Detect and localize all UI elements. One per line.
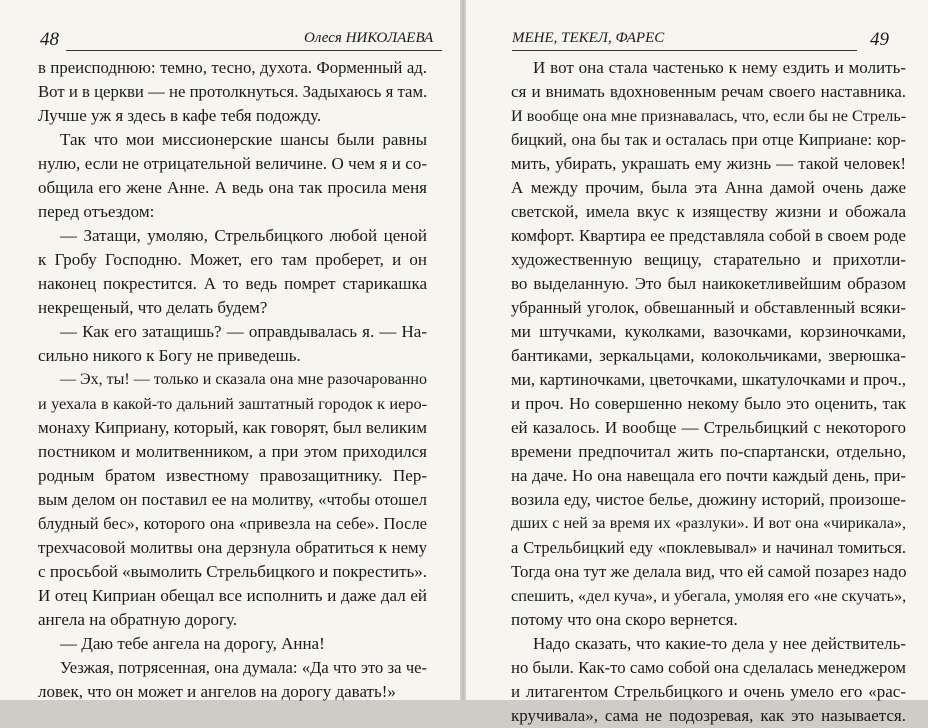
text-line: монаху Киприану, который, как говорят, был великим: [38, 418, 427, 437]
text-line: трехчасовой молитвы она дерзнула обратиться к нему: [38, 538, 427, 557]
right-page-text: [511, 56, 906, 728]
running-head-title: МЕНЕ, ТЕКЕЛ, ФАРЕС: [512, 30, 665, 46]
text-line: А между прочим, была эта Анна дамой очень даже: [511, 178, 906, 197]
text-line: кручивала», сама не подозревая, как это называется.: [511, 706, 906, 725]
text-line: дших с ней за время их «разлуки». И вот она «чирикала»,: [511, 515, 906, 532]
header-rule: [66, 50, 442, 51]
text-line: с просьбой «вымолить Стрельбицкого и покрестить».: [38, 562, 427, 581]
page-number: 48: [40, 29, 59, 50]
text-line: ловек, что он может и ангелов на дорогу давать!»: [38, 682, 396, 701]
left-page: [0, 0, 460, 700]
text-line: постником и молитвенником, а при этом приходился: [38, 442, 427, 461]
text-line: а Стрельбицкий еду «поклевывал» и начинал томиться.: [511, 538, 906, 557]
text-line: и уехала в какой-то дальний заштатный городок к иеро-: [38, 395, 427, 413]
text-line: комфорт. Квартира ее представляла собой в своем роде: [511, 226, 906, 245]
text-line: Надо сказать, что какие-то дела у нее действитель-: [533, 634, 906, 653]
text-line: общила его жене Анне. А ведь она так просила меня: [38, 178, 427, 197]
text-line: перед отъездом:: [38, 202, 155, 221]
text-line: потому что она скоро вернется.: [511, 610, 738, 629]
text-line: художественную вещицу, старательно и прихотли-: [511, 250, 906, 269]
text-line: ми штучками, куколками, вазочками, корзиночками,: [511, 322, 906, 341]
text-line: времени предпочитал жить по-спартански, отдельно,: [511, 442, 906, 461]
text-line: Лучше уж я здесь в кафе тебя подожду.: [38, 106, 322, 125]
text-line: Вот и в церкви — не протолкнуться. Задыхаюсь я там.: [38, 82, 428, 101]
text-line: в преисподнюю: темно, тесно, духота. Форменный ад.: [38, 58, 427, 77]
text-line: на даче. Но она навещала его почти каждый день, при-: [511, 466, 906, 485]
text-line: бантиками, зеркальцами, колокольчиками, зверюшка-: [511, 346, 906, 365]
text-line: и проч. Но совершенно некому было это оценить, так: [511, 394, 906, 413]
text-line: Уезжая, потрясенная, она думала: «Да что это за че-: [60, 658, 427, 677]
right-page: [466, 0, 928, 725]
text-line: И отец Киприан обещал все исполнить и даже дал ей: [38, 586, 427, 605]
text-line: ей казалось. И вообще — Стрельбицкий с некоторого: [511, 418, 906, 437]
header-rule: [512, 50, 857, 51]
text-line: нулю, если не отрицательной величине. О чем я и со-: [38, 154, 427, 173]
text-line: — Затащи, умоляю, Стрельбицкого любой ценой: [60, 226, 427, 245]
text-line: возила еду, чистое белье, дюжину историй, произоше-: [511, 490, 906, 509]
left-page-text: [38, 56, 427, 704]
text-line: некрещеный, что делать будем?: [38, 298, 268, 317]
text-line: И вот она стала частенько к нему ездить и молить-: [533, 58, 906, 77]
text-line: к Гробу Господню. Может, его там проберет, и он: [38, 250, 427, 269]
text-line: И вообще она мне признавалась, что, если бы не Стрель-: [511, 107, 907, 125]
text-line: ся и внимать вдохновенным речам своего наставника.: [511, 82, 906, 101]
text-line: и литагентом Стрельбицкого и очень умело его «рас-: [511, 682, 906, 701]
text-line: вым делом он поставил ее на молитву, «чтобы отошел: [38, 490, 427, 509]
text-line: — Даю тебе ангела на дорогу, Анна!: [60, 634, 325, 653]
text-line: во выделанную. Это был наикокетливейшим образом: [511, 274, 906, 293]
text-line: но были. Как-то само собой она сделалась менеджером: [511, 658, 906, 677]
text-line: мить, убирать, украшать ему жизнь — такой человек!: [511, 154, 906, 173]
text-line: сильно никого к Богу не приведешь.: [38, 346, 301, 365]
text-line: — Эх, ты! — только и сказала она мне разочарованно: [60, 371, 427, 388]
text-line: Тогда она тут же делала вид, что ей самой позарез надо: [511, 562, 907, 581]
text-line: блудный бес», которого она «привезла на себе». После: [38, 514, 427, 533]
text-line: бицкий, она бы так и осталась при отце Киприане: кор-: [511, 130, 906, 149]
text-line: родным братом известному правозащитнику. Пер-: [38, 466, 427, 485]
text-line: ангела на обратную дорогу.: [38, 610, 238, 629]
text-line: Так что мои миссионерские шансы были равны: [60, 130, 427, 149]
text-line: убранный уголок, обвешанный и обставленный всяки-: [511, 298, 906, 317]
text-line: спешить, «дел куча», и убегала, умоляя его «не скучать»,: [511, 587, 907, 605]
text-line: ми, картиночками, цветочками, шкатулочками и проч.,: [511, 370, 906, 389]
text-line: светской, имела вкус к изяществу жизни и обожала: [511, 202, 906, 221]
text-line: — Как его затащишь? — оправдывалась я. — На-: [60, 322, 427, 341]
text-line: наконец покрестится. А то ведь помрет старикашка: [38, 274, 427, 293]
page-number: 49: [870, 29, 889, 50]
running-head-author: Олеся НИКОЛАЕВА: [304, 30, 434, 46]
